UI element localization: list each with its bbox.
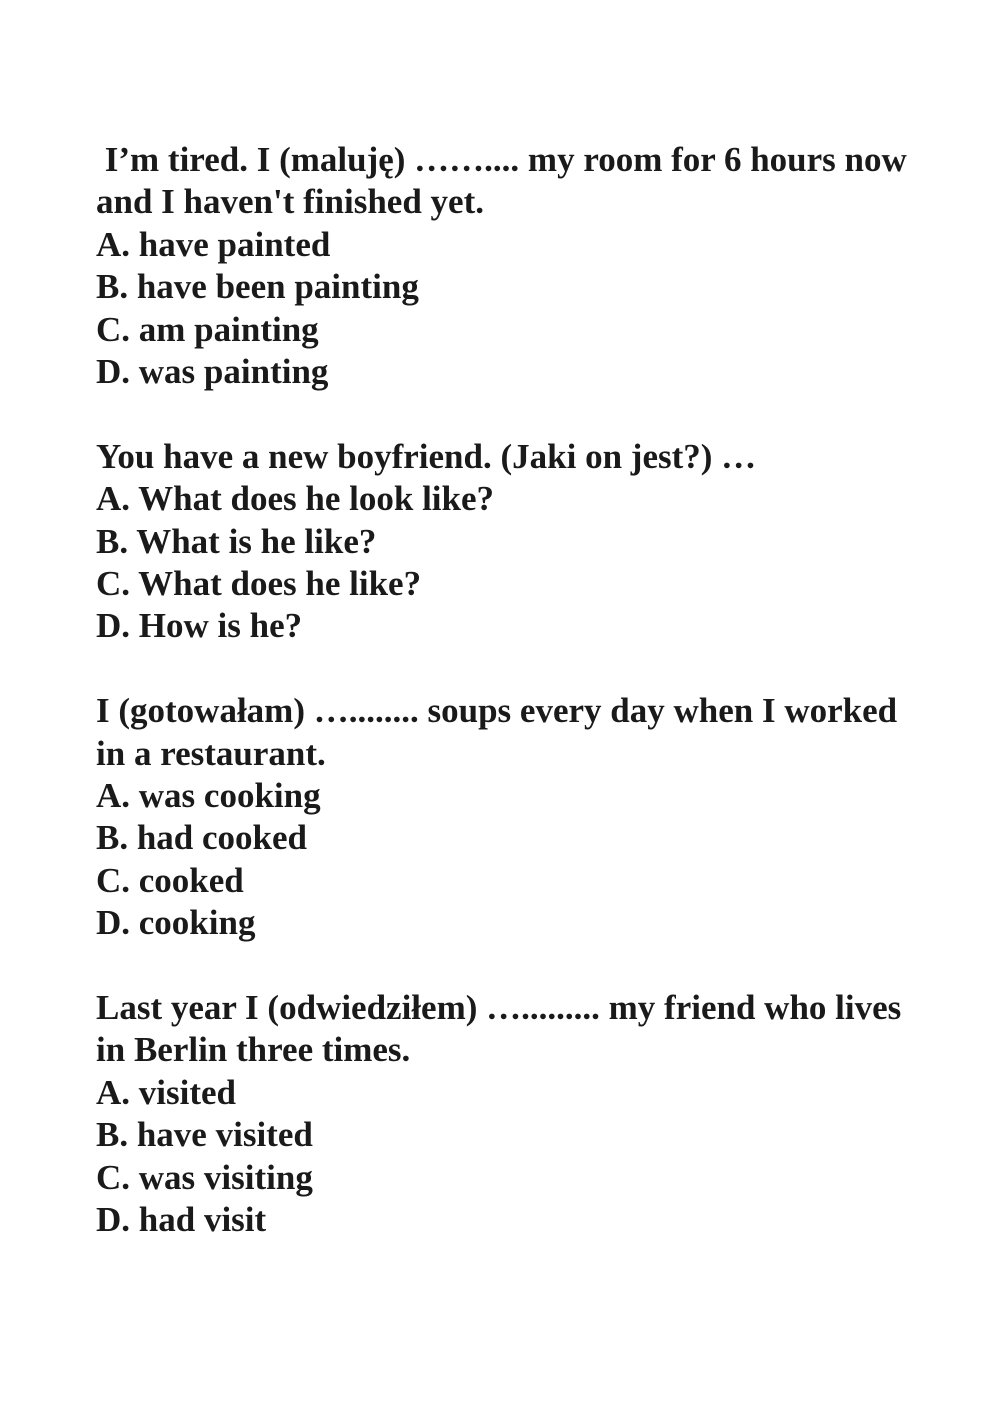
answer-option-d[interactable]: D. cooking [96,903,256,943]
answer-option-b[interactable]: B. have been painting [96,267,419,307]
question-stem: Last year I (odwiedziłem) …......... my friend who lives in Berlin three times. [96,988,911,1070]
answer-option-d[interactable]: D. had visit [96,1200,267,1240]
answer-option-c[interactable]: C. cooked [96,860,244,900]
answer-option-a[interactable]: A. was cooking [96,776,321,816]
answer-option-b[interactable]: B. What is he like? [96,521,377,561]
answer-option-b[interactable]: B. had cooked [96,818,308,858]
answer-option-a[interactable]: A. visited [96,1072,236,1112]
question-1 [96,139,916,393]
answer-option-b[interactable]: B. have visited [96,1115,313,1155]
answer-option-c[interactable]: C. was visiting [96,1157,313,1197]
question-2 [96,436,916,648]
question-4 [96,987,916,1241]
question-stem: You have a new boyfriend. (Jaki on jest?) … [96,436,757,476]
question-stem: I’m tired. I (maluję) …….... my room for 6 hours now and I haven't finished yet. [96,140,916,222]
answer-option-a[interactable]: A. What does he look like? [96,479,495,519]
answer-option-d[interactable]: D. was painting [96,352,329,392]
answer-option-a[interactable]: A. have painted [96,224,331,264]
answer-option-c[interactable]: C. What does he like? [96,564,422,604]
answer-option-c[interactable]: C. am painting [96,309,319,349]
quiz-content [96,139,916,1284]
answer-option-d[interactable]: D. How is he? [96,606,303,646]
question-3 [96,690,916,944]
question-stem: I (gotowałam) …........ soups every day when I worked in a restaurant. [96,691,906,773]
